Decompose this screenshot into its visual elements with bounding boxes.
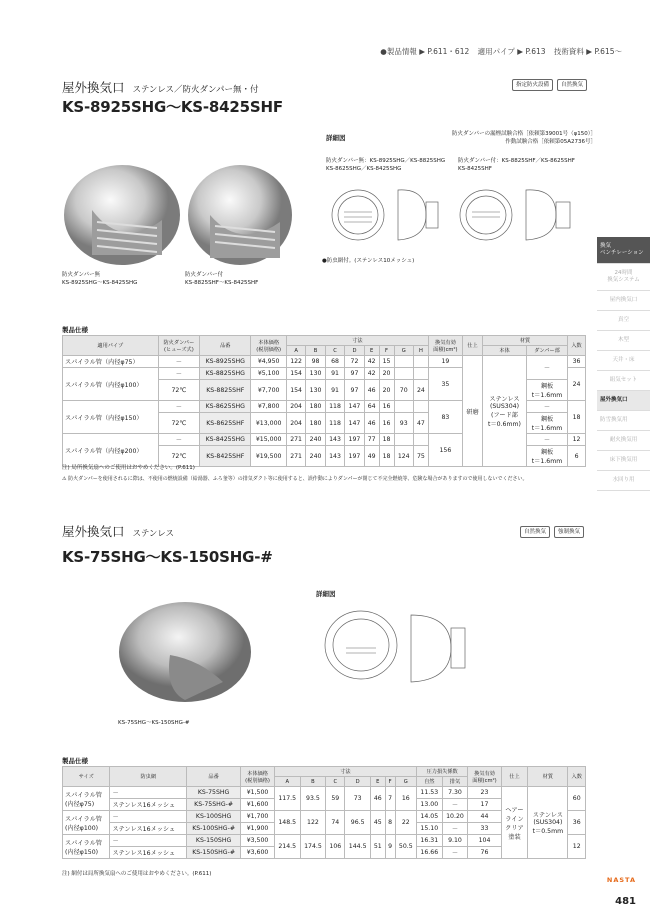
nav-tech[interactable]: 技術資料 ▶ P.615～: [553, 47, 622, 56]
table-row: スパイラル管 (内径φ150) － KS-150SHG ¥3,500 214.5 174.5 106 144.5 51 9 50.5 16.31 9.10 104 12: [63, 835, 586, 847]
sidebar-item[interactable]: 水回り用: [597, 471, 650, 491]
table-row: ステンレス16メッシュ KS-75SHG-# ¥1,600 13.00 － 17: [63, 799, 586, 811]
sidebar-item[interactable]: 耐火換気用: [597, 431, 650, 451]
spec-label-2: 製品仕様: [62, 757, 88, 765]
badge: 強制換気: [554, 526, 584, 538]
table-row: 72℃ KS-8425SHF ¥19,500 271 240 143 197 49 18 124 75 鋼板 t＝1.6mm 6: [63, 446, 586, 467]
table-row: スパイラル管（内径φ100） － KS-8825SHG ¥5,100 154 130 91 97 42 20 35 24: [63, 368, 586, 380]
section1-title: 屋外換気口 ステンレス／防火ダンパー無・付: [62, 80, 259, 95]
sidebar-item[interactable]: 天井・床: [597, 351, 650, 371]
header-nav: [374, 46, 622, 57]
sidebar-item[interactable]: 木型: [597, 331, 650, 351]
table-row: ステンレス16メッシュ KS-100SHG-# ¥1,900 15.10 － 33: [63, 823, 586, 835]
section2-badges: [520, 526, 584, 538]
table-row: スパイラル管（内径φ75） － KS-8925SHG ¥4,950 122 98 68 72 42 15 19 研磨 ステンレス (SUS304) (フード部 t＝0.6mm) － 36: [63, 356, 586, 368]
note-1: 注) 局所換気扇へのご使用はおやめください。(P.611): [62, 465, 195, 471]
diagram-label-left: 防火ダンパー無：KS-8925SHG／KS-8825SHG KS-8625SHG／KS-8425SHG: [326, 158, 446, 172]
sidebar-item[interactable]: 真空: [597, 311, 650, 331]
sidebar-item-active[interactable]: 屋外換気口: [597, 391, 650, 411]
sidebar-item[interactable]: 屋内換気口: [597, 291, 650, 311]
brand-logo: NASTA: [606, 876, 636, 884]
diagram-label-right: 防火ダンパー付：KS-8825SHF／KS-8625SHF KS-8425SHF: [458, 158, 575, 172]
technical-drawing-1: [326, 180, 586, 255]
page-number: 481: [615, 896, 636, 907]
badge: 指定防火設備: [512, 79, 553, 91]
table-row: 72℃ KS-8825SHF ¥7,700 154 130 91 97 46 20 70 24 鋼板 t＝1.6mm: [63, 380, 586, 401]
photo-caption-2: 防火ダンパー付 KS-8825SHF～KS-8425SHF: [185, 272, 259, 286]
detail-label: 詳細図: [326, 134, 346, 142]
badge: 自然換気: [520, 526, 550, 538]
table-row: スパイラル管（内径φ200） － KS-8425SHG ¥15,000 271 240 143 197 77 18 156 － 12: [63, 434, 586, 446]
sidebar-item[interactable]: 床下換気用: [597, 451, 650, 471]
table-row: 72℃ KS-8625SHF ¥13,000 204 180 118 147 46 16 93 47 鋼板 t＝1.6mm: [63, 413, 586, 434]
detail-label-2: 詳細図: [316, 590, 336, 598]
sidebar-item[interactable]: 24時間 換気システム: [597, 264, 650, 291]
section1-model: KS-8925SHG～KS-8425SHF: [62, 98, 283, 116]
badge: 自然換気: [557, 79, 587, 91]
nav-product-info[interactable]: ●製品情報 ▶ P.611・612: [380, 47, 470, 56]
cert-text: 防火ダンパーの漏煙試験合格［依頼第39001号（φ150）］ 作動試験合格［依頼第05A2736号］: [451, 131, 596, 145]
product-photo-1: [62, 160, 182, 270]
sidebar: [597, 237, 650, 491]
warning-note: ⚠ 防火ダンパーを使用されるに際は、不使用の燃焼設備（給湯器、ふろ釜等）の排気ダクト等に使用すると、誤作動によりダンパーが閉じて不完全燃焼等、危険な場合がありますので使用しないでください。: [62, 476, 528, 482]
product-photo-3: [115, 600, 255, 710]
section1-badges: [512, 79, 587, 91]
photo-caption-1: 防火ダンパー無 KS-8925SHG～KS-8425SHG: [62, 272, 138, 286]
table-row: スパイラル管 (内径φ100) － KS-100SHG ¥1,700 148.5 122 74 96.5 45 8 22 14.05 10.20 44 36: [63, 811, 586, 823]
sidebar-item[interactable]: 組気セット: [597, 371, 650, 391]
table-row: スパイラル管（内径φ150） － KS-8625SHG ¥7,800 204 180 118 147 64 16 83 － 18: [63, 401, 586, 413]
technical-drawing-2: [316, 600, 486, 690]
section2-model: KS-75SHG～KS-150SHG-#: [62, 548, 273, 566]
section2-title: 屋外換気口 ステンレス: [62, 524, 174, 539]
spec-table-2: サイズ 防虫網 品番 本体価格 (税別価格) 寸法 圧力損失係数 換気有効 面積(cm²) 仕上 材質 入数 A B C D E F G 自然 排気 スパイラル管 (内径φ75) － KS-75SHG ¥1,500 117.5 93.5 59 73 46 7 16 11.53 7.30 23 ヘアー ライン クリア 塗装 ステンレス (SUS304) t＝0.5mm 60 ステンレス16メッシュ KS-75SHG-# ¥1,600 13.00 － 17 スパイラル管 (内径φ100) － KS-100SHG ¥1,700 148.5 122 74 96.5 45 8 22 14.05 10.20 44 36 ステンレス16メッシュ KS-100SHG-# ¥1,900 15.10 － 33 スパイラル管 (内径φ150) － KS-150SHG ¥3,500 214.5 174.5 106 144.5 51 9 50.5 16.31 9.10 104 12 ステンレス16メッシュ KS-150SHG-# ¥3,600 16.66 － 76: [62, 766, 586, 859]
table-row: スパイラル管 (内径φ75) － KS-75SHG ¥1,500 117.5 93.5 59 73 46 7 16 11.53 7.30 23 ヘアー ライン クリア 塗装 ステンレス (SUS304) t＝0.5mm 60: [63, 787, 586, 799]
product-photo-2: [185, 160, 295, 270]
note-2: 注) 網付は局所換気扇へのご使用はおやめください。(P.611): [62, 871, 212, 877]
photo-caption-3: KS-75SHG～KS-150SHG-#: [118, 720, 190, 726]
nav-pipe[interactable]: 適用パイプ ▶ P.613: [477, 47, 546, 56]
spec-label-1: 製品仕様: [62, 326, 88, 334]
mesh-note: ●防虫網付。(ステンレス10メッシュ): [322, 258, 415, 264]
table-row: ステンレス16メッシュ KS-150SHG-# ¥3,600 16.66 － 76: [63, 847, 586, 859]
sidebar-item[interactable]: 防雪換気用: [597, 411, 650, 431]
sidebar-item[interactable]: 換気 ベンチレーション: [597, 237, 650, 264]
spec-table-1: 適用パイプ 防火ダンパー (ヒューズ式) 品番 本体価格 (税別価格) 寸法 換気有効 面積(cm²) 仕上 材質 入数 A B C D E F G H 本体 ダンパー部 スパイラル管（内径φ75） － KS-8925SHG ¥4,950 122 98 68 72 42 15 19 研磨 ステンレス (SUS304) (フード部 t＝0.6mm) － 36 スパイラル管（内径φ100） － KS-8825SHG ¥5,100 154 130 91 97 42 20 35 24 72℃ KS-8825SHF ¥7,700 154 130 91 97 46 20 70 24 鋼板 t＝1.6mm スパイラル管（内径φ150） － KS-8625SHG ¥7,800 204 180 118 147 64 16 83 － 18 72℃ KS-8625SHF ¥13,000 204 180 118 147 46 16 93 47 鋼板 t＝1.6mm スパイラル管（内径φ200） － KS-8425SHG ¥15,000 271 240 143 197 77 18 156 － 12 72℃ KS-8425SHF ¥19,500 271 240 143 197 49 18 124 75 鋼板 t＝1.6mm 6: [62, 335, 586, 467]
